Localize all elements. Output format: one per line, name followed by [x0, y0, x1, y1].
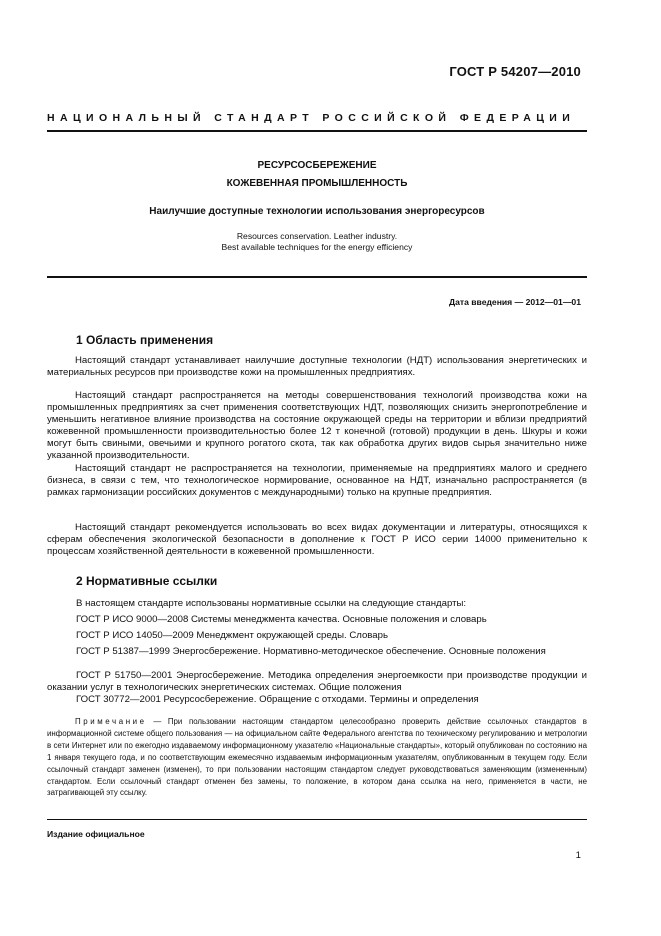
- national-standard-title: НАЦИОНАЛЬНЫЙ СТАНДАРТ РОССИЙСКОЙ ФЕДЕРАЦИИ: [47, 112, 576, 124]
- reference-item: ГОСТ Р ИСО 14050—2009 Менеджмент окружающей среды. Словарь: [76, 630, 388, 641]
- section-1-paragraph: Настоящий стандарт устанавливает наилучшие доступные технологии (НДТ) использования энергетических и материальных ресурсов при производстве кожи на промышленных предприятиях.: [47, 355, 587, 378]
- reference-item: ГОСТ 30772—2001 Ресурсосбережение. Обращение с отходами. Термины и определения: [76, 694, 479, 705]
- edition-label: Издание официальное: [47, 829, 145, 839]
- note-label: Примечание: [75, 717, 147, 726]
- footer-divider: [47, 819, 587, 820]
- english-title-line-1: Resources conservation. Leather industry.: [236, 231, 398, 241]
- header-divider: [47, 130, 587, 132]
- page-number: 1: [575, 850, 581, 861]
- note-text: — При пользовании настоящим стандартом целесообразно проверить действие ссылочных стандартов в информационной системе общего пользования — на официальном сайте Федерального агентства по техническому регулированию и метрологии в сети Интернет или по ежегодно издаваемому информационному указателю «Национальные стандарты», который опубликован по состоянию на 1 января текущего года, и по соответствующим ежемесячно издаваемым информационным указателям, опубликованным в текущем году. Если ссылочный стандарт заменен (изменен), то при пользовании настоящим стандартом следует руководствоваться заменяющим (измененным) стандартом. Если ссылочный стандарт отменен без замены, то положение, в котором дана ссылка на него, применяется в части, не затрагивающей эту ссылку.: [47, 717, 587, 798]
- reference-item: ГОСТ Р 51387—1999 Энергосбережение. Нормативно-методическое обеспечение. Основные положения: [76, 646, 546, 657]
- reference-item: ГОСТ Р ИСО 9000—2008 Системы менеджмента качества. Основные положения и словарь: [76, 614, 487, 625]
- title-divider: [47, 276, 587, 278]
- introduction-date: Дата введения — 2012—01—01: [448, 297, 581, 307]
- english-title-line-2: Best available techniques for the energy efficiency: [221, 242, 413, 252]
- title-subtitle: Наилучшие доступные технологии использования энергоресурсов: [149, 206, 485, 217]
- section-1-heading: 1 Область применения: [76, 333, 214, 347]
- section-1-paragraph: Настоящий стандарт распространяется на методы совершенствования технологий производства кожи на промышленных предприятиях за счет применения соответствующих НДТ, позволяющих снизить энергопотребление и уменьшить негативное влияние производства на состояние окружающей среды на территории и вблизи предприятий кожевенной промышленности производительностью более 12 т конечной (готовой) продукции в день. Шкуры и кожи могут быть свиными, овечьими и крупного рогатого скота, так как обработка других видов сырья значительно ниже указанной производительности.: [47, 390, 587, 461]
- references-intro: В настоящем стандарте использованы нормативные ссылки на следующие стандарты:: [76, 598, 467, 609]
- title-line-2: КОЖЕВЕННАЯ ПРОМЫШЛЕННОСТЬ: [226, 178, 408, 189]
- section-1-paragraph: Настоящий стандарт не распространяется на технологии, применяемые на предприятиях малого и среднего бизнеса, в связи с тем, что технологическое нормирование, основанное на НДТ, изначально распространяется (в рамках гармонизации российских документов с международными) только на крупные предприятия.: [47, 463, 587, 498]
- references-note: [47, 716, 587, 799]
- reference-item: ГОСТ Р 51750—2001 Энергосбережение. Методика определения энергоемкости при производстве продукции и оказании услуг в технологических энергетических системах. Общие положения: [47, 670, 587, 693]
- section-2-heading: 2 Нормативные ссылки: [76, 574, 218, 588]
- section-1-paragraph: Настоящий стандарт рекомендуется использовать во всех видах документации и литературы, относящихся к сферам обеспечения экологической безопасности в дополнение к ГОСТ Р ИСО серии 14000 применительно к процессам хозяйственной деятельности в кожевенной промышленности.: [47, 522, 587, 557]
- title-line-1: РЕСУРСОСБЕРЕЖЕНИЕ: [257, 160, 377, 171]
- document-code: ГОСТ Р 54207—2010: [449, 64, 581, 79]
